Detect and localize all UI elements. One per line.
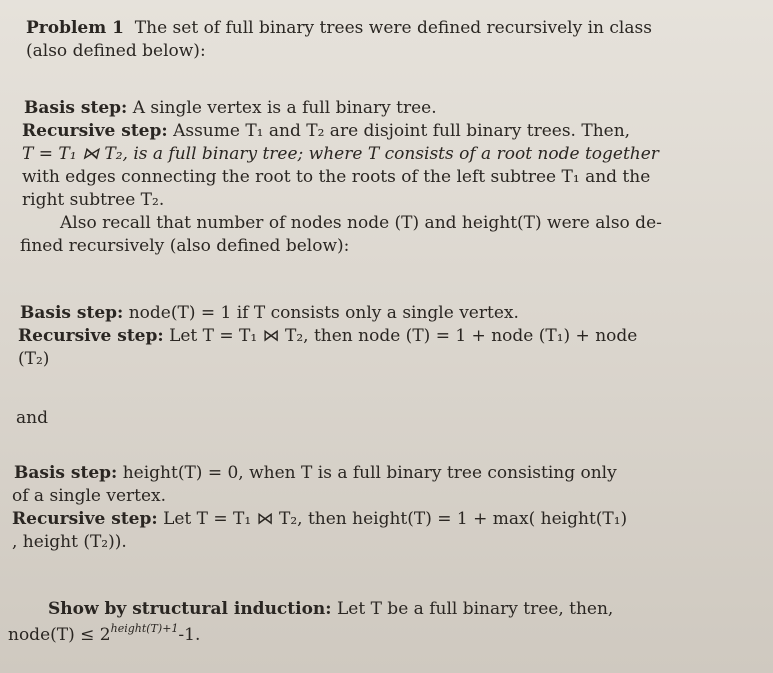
problem-intro-line-2: (also defined below): xyxy=(26,41,206,61)
node-basis-line xyxy=(20,302,519,324)
formula-tail: -1. xyxy=(178,625,201,645)
task-label: Show by structural induction: xyxy=(48,599,332,619)
formula-exponent: height(T)+1 xyxy=(110,622,179,635)
node-recursive-line-2: (T₂) xyxy=(18,349,50,369)
height-recursive-line-2: , height (T₂)). xyxy=(12,532,127,552)
trees-recursive-text-1: Assume T₁ and T₂ are disjoint full binary trees. Then, xyxy=(173,121,631,141)
problem-header xyxy=(26,17,652,39)
task-text-1: Let T be a full binary tree, then, xyxy=(336,599,614,619)
and-text: and xyxy=(16,408,48,428)
trees-recursive-line-3: with edges connecting the root to the roots of the left subtree T₁ and the xyxy=(22,167,651,187)
trees-recursive-line-4: right subtree T₂. xyxy=(22,190,165,210)
recall-text-1: Also recall that number of nodes node (T) and height(T) were also de- xyxy=(60,213,662,233)
trees-recursive-label: Recursive step: xyxy=(22,121,168,141)
node-basis-label: Basis step: xyxy=(20,303,124,323)
node-recursive-line-1 xyxy=(18,325,637,347)
trees-basis-line xyxy=(24,97,437,119)
node-recursive-text-1: Let T = T₁ ⋈ T₂, then node (T) = 1 + node (T₁) + node xyxy=(169,326,638,346)
height-basis-line-1 xyxy=(14,462,617,484)
problem-label: Problem 1 xyxy=(26,18,124,38)
trees-basis-label: Basis step: xyxy=(24,98,128,118)
trees-recursive-line-1 xyxy=(22,120,630,142)
height-basis-line-2: of a single vertex. xyxy=(12,486,167,506)
formula-base: node(T) ≤ 2 xyxy=(8,625,111,645)
trees-recursive-line-2: T = T₁ ⋈ T₂, is a full binary tree; where T consists of a root node together xyxy=(22,144,659,164)
height-recursive-label: Recursive step: xyxy=(12,509,158,529)
recall-line-1 xyxy=(22,212,662,234)
height-recursive-text-1: Let T = T₁ ⋈ T₂, then height(T) = 1 + max( height(T₁) xyxy=(163,509,628,529)
height-recursive-line-1 xyxy=(12,508,627,530)
trees-basis-text: A single vertex is a full binary tree. xyxy=(132,98,437,118)
height-basis-label: Basis step: xyxy=(14,463,118,483)
task-formula xyxy=(8,624,200,646)
node-basis-text: node(T) = 1 if T consists only a single vertex. xyxy=(128,303,519,323)
node-recursive-label: Recursive step: xyxy=(18,326,164,346)
problem-intro-line-1: The set of full binary trees were defined recursively in class xyxy=(134,18,652,38)
recall-line-2: fined recursively (also defined below): xyxy=(20,236,350,256)
task-line-1 xyxy=(10,598,613,620)
height-basis-text-1: height(T) = 0, when T is a full binary tree consisting only xyxy=(122,463,617,483)
